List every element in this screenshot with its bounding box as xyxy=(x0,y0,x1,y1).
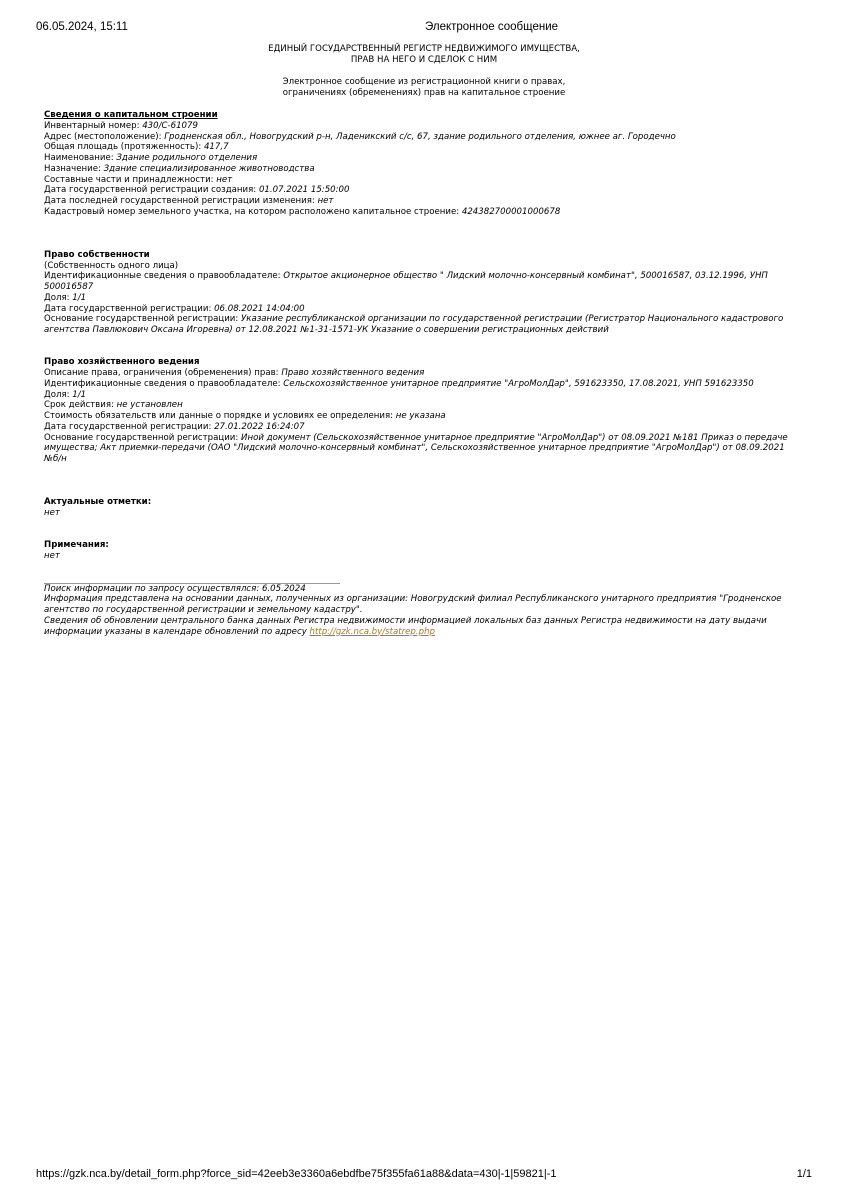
actual-marks-value: нет xyxy=(44,507,60,518)
purpose-row xyxy=(44,164,804,175)
economic-reg-date-value: 27.01.2022 16:24:07 xyxy=(214,421,305,432)
message-subtitle xyxy=(0,77,848,99)
ownership-basis-value: Указание республиканской организации по государственной регистрации (Регистратор Национального кадастрового агентства Павлюкович Оксана Игоревна) от 12.08.2021 №1-31-1571-УК Указание о совершении регистрационных действий xyxy=(44,314,784,335)
economic-share-value: 1/1 xyxy=(72,389,87,400)
parts-value: нет xyxy=(216,174,233,185)
ownership-basis-row xyxy=(44,314,804,336)
changed-date-row xyxy=(44,196,804,207)
changed-date-label: Дата последней государственной регистрации изменения: xyxy=(44,196,315,206)
print-url: https://gzk.nca.by/detail_form.php?force_sid=42eeb3e3360a6ebdfbe75f355fa61a88&data=430|-1|59821|-1 xyxy=(36,1168,557,1180)
economic-reg-date-row xyxy=(44,422,804,433)
area-label: Общая площадь (протяженность): xyxy=(44,142,202,153)
inventory-number-row xyxy=(44,121,804,132)
address-value: Гродненская обл., Новогрудский р-н, Ладеникский с/с, 67, здание родильного отделения, южнее аг. Городечно xyxy=(164,131,676,142)
economic-cost-value: не указана xyxy=(395,411,446,421)
economic-holder-row xyxy=(44,379,804,390)
notes-value: нет xyxy=(44,550,60,561)
created-date-label: Дата государственной регистрации создания: xyxy=(44,185,257,196)
economic-share-label: Доля: xyxy=(44,389,70,400)
update-note xyxy=(44,616,804,638)
actual-marks-section xyxy=(44,497,804,519)
economic-holder-label: Идентификационные сведения о правообладателе: xyxy=(44,378,281,389)
inventory-number-label: Инвентарный номер: xyxy=(44,120,140,131)
cadastral-label: Кадастровый номер земельного участка, на котором расположено капитальное строение: xyxy=(44,206,460,217)
cadastral-row xyxy=(44,207,804,218)
ownership-section xyxy=(44,250,804,336)
source-note: Информация представлена на основании данных, полученных из организации: Новогрудский филиал Республиканского унитарного предприятия "Гродненское агентство по государственной регистрации и земельному кадастру". xyxy=(44,594,782,615)
name-value: Здание родильного отделения xyxy=(116,153,258,163)
ownership-share-label: Доля: xyxy=(44,292,70,303)
economic-basis-row xyxy=(44,433,804,465)
address-row xyxy=(44,132,804,143)
economic-term-value: не установлен xyxy=(116,400,183,411)
footer-notes xyxy=(44,584,804,638)
document-body xyxy=(44,110,804,637)
economic-basis-value: Иной документ (Сельскохозяйственное унитарное предприятие "АгроМолДар") от 08.09.2021 №181 Приказ о передаче имущества; Акт приемки-передачи (ОАО "Лидский молочно-консервный комбинат", Сельскохозяйственное унитарное предприятие "АгроМолДар") от 08.09.2021 №б/н xyxy=(44,432,788,464)
ownership-reg-date-value: 06.08.2021 14:04:00 xyxy=(214,303,305,314)
ownership-reg-date-label: Дата государственной регистрации: xyxy=(44,303,212,314)
ownership-holder-value: Открытое акционерное общество " Лидский молочно-консервный комбинат", 500016587, 03.12.1996, УНП 500016587 xyxy=(44,271,768,292)
print-page-number: 1/1 xyxy=(796,1168,812,1180)
economic-share-row xyxy=(44,390,804,401)
name-row xyxy=(44,153,804,164)
economic-desc-value: Право хозяйственного ведения xyxy=(281,368,425,378)
message-subtitle-line2: ограничениях (обременениях) прав на капитальное строение xyxy=(282,88,566,98)
ownership-share-value: 1/1 xyxy=(72,292,87,303)
parts-row xyxy=(44,175,804,186)
statrep-link[interactable]: http://gzk.nca.by/statrep.php xyxy=(309,626,435,637)
register-title-line2: ПРАВ НА НЕГО И СДЕЛОК С НИМ xyxy=(350,55,498,65)
changed-date-value: нет xyxy=(317,196,334,206)
area-row xyxy=(44,142,804,153)
economic-basis-label: Основание государственной регистрации: xyxy=(44,432,239,443)
economic-cost-row xyxy=(44,411,804,422)
name-label: Наименование: xyxy=(44,153,114,163)
ownership-reg-date-row xyxy=(44,304,804,315)
economic-term-row xyxy=(44,400,804,411)
actual-marks-heading: Актуальные отметки: xyxy=(44,497,152,507)
parts-label: Составные части и принадлежности: xyxy=(44,174,214,185)
building-section xyxy=(44,110,804,218)
area-value: 417,7 xyxy=(203,142,229,153)
building-heading: Сведения о капитальном строении xyxy=(44,110,218,120)
notes-section xyxy=(44,540,804,562)
economic-desc-row xyxy=(44,368,804,379)
print-datetime: 06.05.2024, 15:11 xyxy=(36,21,128,33)
economic-cost-label: Стоимость обязательств или данные о порядке и условиях ее определения: xyxy=(44,411,394,421)
message-subtitle-line1: Электронное сообщение из регистрационной книги о правах, xyxy=(282,77,566,87)
search-date-note: Поиск информации по запросу осуществлялся: 6.05.2024 xyxy=(44,583,306,594)
created-date-value: 01.07.2021 15:50:00 xyxy=(258,185,350,196)
economic-heading: Право хозяйственного ведения xyxy=(44,357,200,368)
economic-desc-label: Описание права, ограничения (обременения) прав: xyxy=(44,368,279,378)
register-title-line1: ЕДИНЫЙ ГОСУДАРСТВЕННЫЙ РЕГИСТР НЕДВИЖИМОГО ИМУЩЕСТВА, xyxy=(268,44,580,54)
inventory-number-value: 430/C-61079 xyxy=(142,120,198,131)
register-title xyxy=(0,44,848,66)
notes-heading: Примечания: xyxy=(44,540,109,550)
created-date-row xyxy=(44,185,804,196)
ownership-holder-row xyxy=(44,271,804,293)
print-doc-title: Электронное сообщение xyxy=(424,21,559,33)
cadastral-value: 424382700001000678 xyxy=(461,206,561,217)
ownership-share-row xyxy=(44,293,804,304)
purpose-label: Назначение: xyxy=(44,163,101,174)
economic-reg-date-label: Дата государственной регистрации: xyxy=(44,421,212,432)
ownership-heading: Право собственности xyxy=(44,249,150,260)
economic-term-label: Срок действия: xyxy=(44,400,114,411)
ownership-type: (Собственность одного лица) xyxy=(44,260,179,271)
ownership-holder-label: Идентификационные сведения о правообладателе: xyxy=(44,271,281,282)
economic-section xyxy=(44,357,804,465)
purpose-value: Здание специализированное животноводства xyxy=(103,163,315,174)
address-label: Адрес (местоположение): xyxy=(44,131,162,142)
update-note-text: Сведения об обновлении центрального банка данных Регистра недвижимости информацией локальных баз данных Регистра недвижимости на дату выдачи информации указаны в календаре обновлений по адресу xyxy=(44,615,767,637)
ownership-basis-label: Основание государственной регистрации: xyxy=(44,314,239,325)
economic-holder-value: Сельскохозяйственное унитарное предприятие "АгроМолДар", 591623350, 17.08.2021, УНП 591623350 xyxy=(283,378,754,389)
